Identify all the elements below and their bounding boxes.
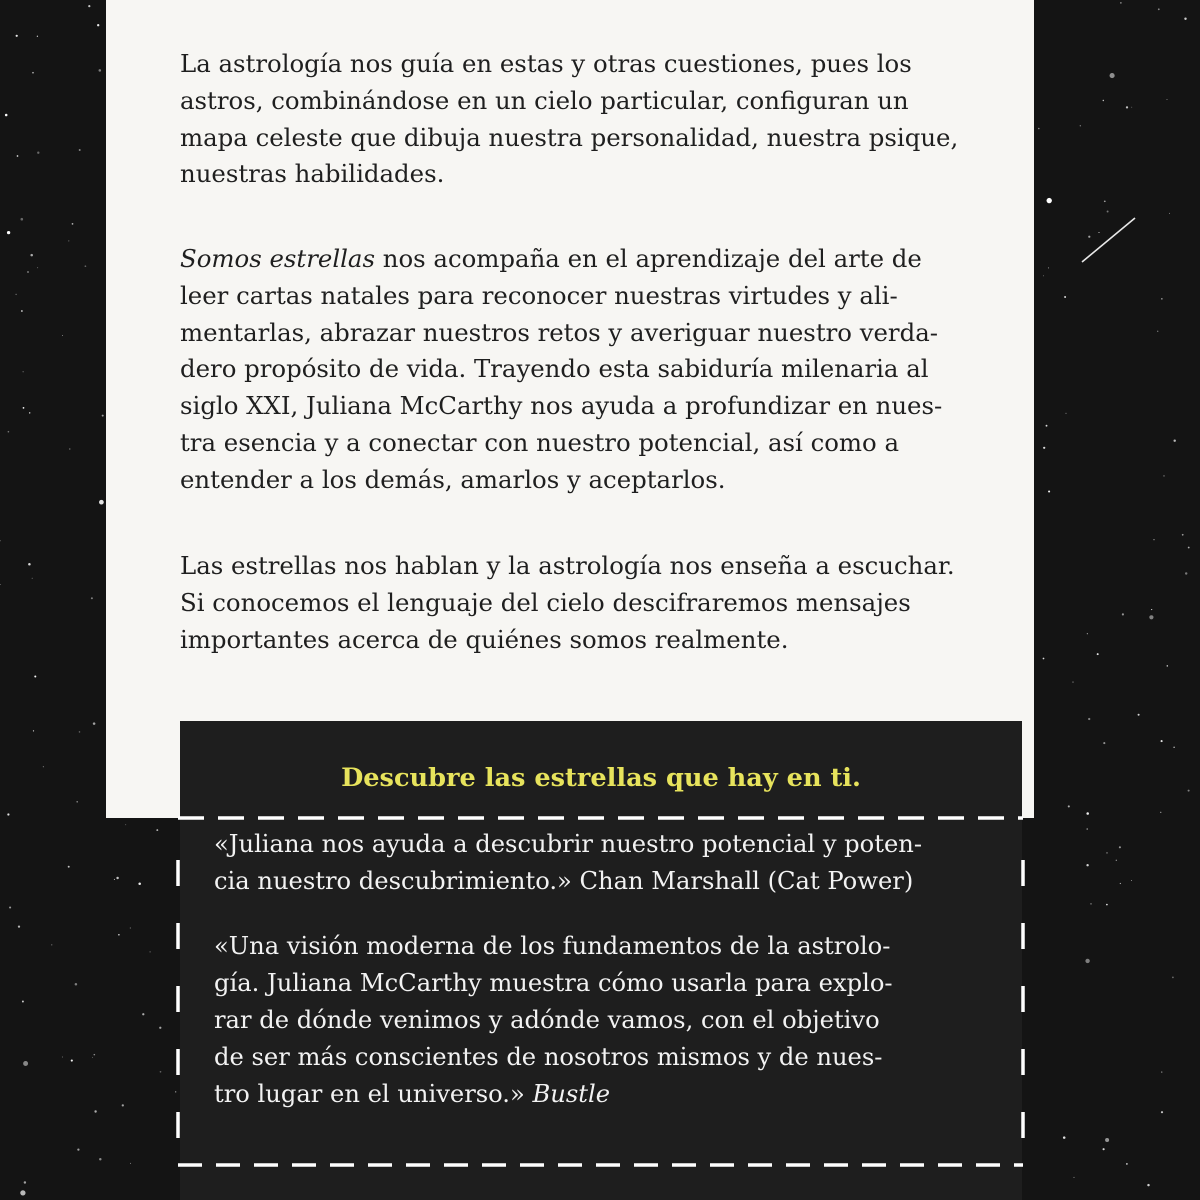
text-line: siglo XXI, Juliana McCarthy nos ayuda a profundizar en nues- [180, 391, 943, 421]
star [1107, 211, 1109, 213]
star [1074, 1177, 1075, 1178]
star [159, 1027, 161, 1029]
star [1138, 714, 1140, 716]
text-line: tro lugar en el universo.» [214, 1080, 533, 1108]
star [17, 155, 19, 157]
star [1184, 17, 1186, 19]
star [20, 1190, 25, 1195]
star [16, 35, 18, 37]
star [22, 1001, 24, 1003]
text-line: Las estrellas nos hablan y la astrología nos enseña a escuchar. [180, 551, 955, 580]
star [1161, 1111, 1163, 1113]
star [18, 925, 20, 927]
star [1167, 99, 1168, 100]
intro-paragraph-1 [180, 46, 1020, 193]
star [118, 934, 120, 936]
star [1086, 828, 1088, 830]
star [1131, 880, 1132, 881]
star [77, 1148, 79, 1150]
star [23, 1061, 28, 1066]
star [1046, 425, 1048, 427]
star [1080, 125, 1081, 126]
star [71, 1060, 73, 1062]
intro-paragraph-3 [180, 548, 1020, 658]
star [1161, 298, 1162, 299]
star [1161, 740, 1163, 742]
star [1160, 812, 1161, 813]
star [1105, 1138, 1109, 1142]
star [33, 730, 34, 731]
star [1098, 232, 1099, 233]
star [1110, 73, 1115, 78]
star [99, 69, 102, 72]
tagline: Descubre las estrellas que hay en ti. [341, 763, 861, 793]
star [1149, 615, 1153, 619]
star [1119, 846, 1121, 848]
quote-bustle [214, 928, 990, 1113]
star [1048, 490, 1050, 492]
star [94, 1110, 96, 1112]
star [125, 824, 126, 825]
star [29, 412, 30, 413]
star [1072, 682, 1073, 683]
star [7, 813, 9, 815]
star [79, 149, 81, 151]
star [8, 431, 10, 433]
star [1151, 609, 1152, 610]
text-line: mapa celeste que dibuja nuestra personalidad, nuestra psique, [180, 122, 959, 152]
star [85, 265, 87, 267]
text-line: nos acompaña en el aprendizaje del arte de [374, 244, 922, 273]
star [1163, 475, 1165, 477]
star [1103, 100, 1104, 101]
star [130, 927, 131, 928]
star [138, 882, 141, 885]
text-line: rar de dónde venimos y adónde vamos, con el objetivo [214, 1006, 880, 1034]
star [1158, 8, 1160, 10]
text-line: leer cartas natales para reconocer nuestras virtudes y ali- [180, 280, 898, 310]
star [130, 1163, 131, 1164]
text-line: cia nuestro descubrimiento.» Chan Marshall (Cat Power) [214, 867, 914, 895]
star [5, 114, 8, 117]
text-line: La astrología nos guía en estas y otras cuestiones, pues los [180, 49, 912, 78]
text-line: «Juliana nos ayuda a descubrir nuestro potencial y poten- [214, 830, 923, 858]
star [1104, 200, 1106, 202]
star [1103, 1148, 1105, 1150]
star [149, 951, 150, 952]
star [1172, 977, 1174, 979]
star [97, 24, 99, 26]
star [24, 1181, 26, 1183]
star [62, 1057, 63, 1058]
star [37, 267, 38, 268]
star [1188, 790, 1190, 792]
star [1038, 128, 1040, 130]
book-title: Somos estrellas [180, 244, 375, 273]
star [1043, 447, 1045, 449]
star [43, 766, 44, 767]
star [1157, 331, 1158, 332]
star [37, 152, 39, 154]
star [1116, 860, 1117, 861]
star [9, 906, 11, 908]
star [142, 1013, 144, 1015]
quote-chan-marshall [214, 826, 990, 900]
star [160, 1071, 162, 1073]
star [1068, 805, 1070, 807]
star [1090, 903, 1091, 904]
star [88, 5, 90, 7]
text-line: tra esencia y a conectar con nuestro potencial, así como a [180, 427, 900, 457]
star [30, 254, 33, 257]
star [7, 231, 10, 234]
star [1106, 852, 1108, 854]
star [1088, 236, 1090, 238]
star [0, 540, 1, 541]
star [76, 801, 78, 803]
text-line: nuestras habilidades. [180, 159, 445, 189]
star [99, 500, 104, 505]
star [27, 271, 29, 273]
text-line: Si conocemos el lenguaje del cielo descifraremos mensajes [180, 587, 911, 617]
star [1087, 633, 1088, 634]
star [68, 866, 70, 868]
star [32, 578, 33, 579]
star [94, 1054, 96, 1056]
text-line: «Una visión moderna de los fundamentos de la astrolo- [214, 932, 891, 960]
star [102, 415, 104, 417]
star [1063, 1136, 1066, 1139]
star [1185, 572, 1187, 574]
star [1167, 665, 1169, 667]
star [1065, 413, 1066, 414]
star [1048, 267, 1049, 268]
text-line: de ser más conscientes de nosotros mismos y de nues- [214, 1043, 883, 1071]
star [32, 72, 34, 74]
text-line: entender a los demás, amarlos y aceptarlos. [180, 464, 726, 494]
star [1088, 718, 1090, 720]
star [1086, 864, 1088, 866]
star [15, 294, 16, 295]
star [1161, 1072, 1162, 1073]
star [1173, 439, 1175, 441]
star [1097, 653, 1099, 655]
star [156, 829, 158, 831]
star [116, 877, 118, 879]
star [1043, 275, 1044, 276]
star [1131, 107, 1132, 108]
star [1064, 296, 1066, 298]
text-line: astros, combinándose en un cielo particular, configuran un [180, 85, 909, 115]
star [28, 563, 31, 566]
star [1120, 2, 1121, 3]
star [23, 407, 25, 409]
star [21, 310, 23, 312]
star [175, 1091, 176, 1092]
star [1126, 106, 1128, 108]
star [69, 448, 70, 449]
star [1086, 812, 1089, 815]
intro-paragraph-2 [180, 241, 1020, 499]
star [1182, 534, 1184, 536]
star [37, 36, 38, 37]
quote-source: Bustle [532, 1080, 611, 1108]
star [79, 731, 81, 733]
star [75, 983, 78, 986]
star [1173, 747, 1174, 748]
star [1126, 1163, 1128, 1165]
star [68, 240, 69, 241]
star [1147, 1184, 1149, 1186]
star [1153, 539, 1154, 540]
star [23, 371, 24, 372]
star [1103, 742, 1105, 744]
star [99, 1158, 101, 1160]
star [93, 722, 96, 725]
star [1169, 213, 1170, 214]
star [91, 597, 93, 599]
star [1106, 904, 1108, 906]
shooting-star [1082, 218, 1135, 262]
star [34, 675, 36, 677]
star [1120, 883, 1121, 884]
star [1043, 658, 1045, 660]
text-line: mentarlas, abrazar nuestros retos y averiguar nuestro verda- [180, 317, 938, 347]
star [122, 1104, 124, 1106]
star [1047, 198, 1052, 203]
star [1188, 547, 1190, 549]
text-line: importantes acerca de quiénes somos realmente. [180, 624, 789, 654]
star [1122, 613, 1124, 615]
star [72, 223, 74, 225]
star [114, 879, 115, 880]
star [21, 218, 24, 221]
star [1085, 959, 1089, 963]
star [92, 1057, 93, 1058]
star [62, 335, 63, 336]
text-line: gía. Juliana McCarthy muestra cómo usarla para explo- [214, 969, 893, 997]
star [51, 944, 52, 945]
star [0, 584, 1, 585]
text-line: dero propósito de vida. Trayendo esta sabiduría milenaria al [180, 354, 929, 384]
